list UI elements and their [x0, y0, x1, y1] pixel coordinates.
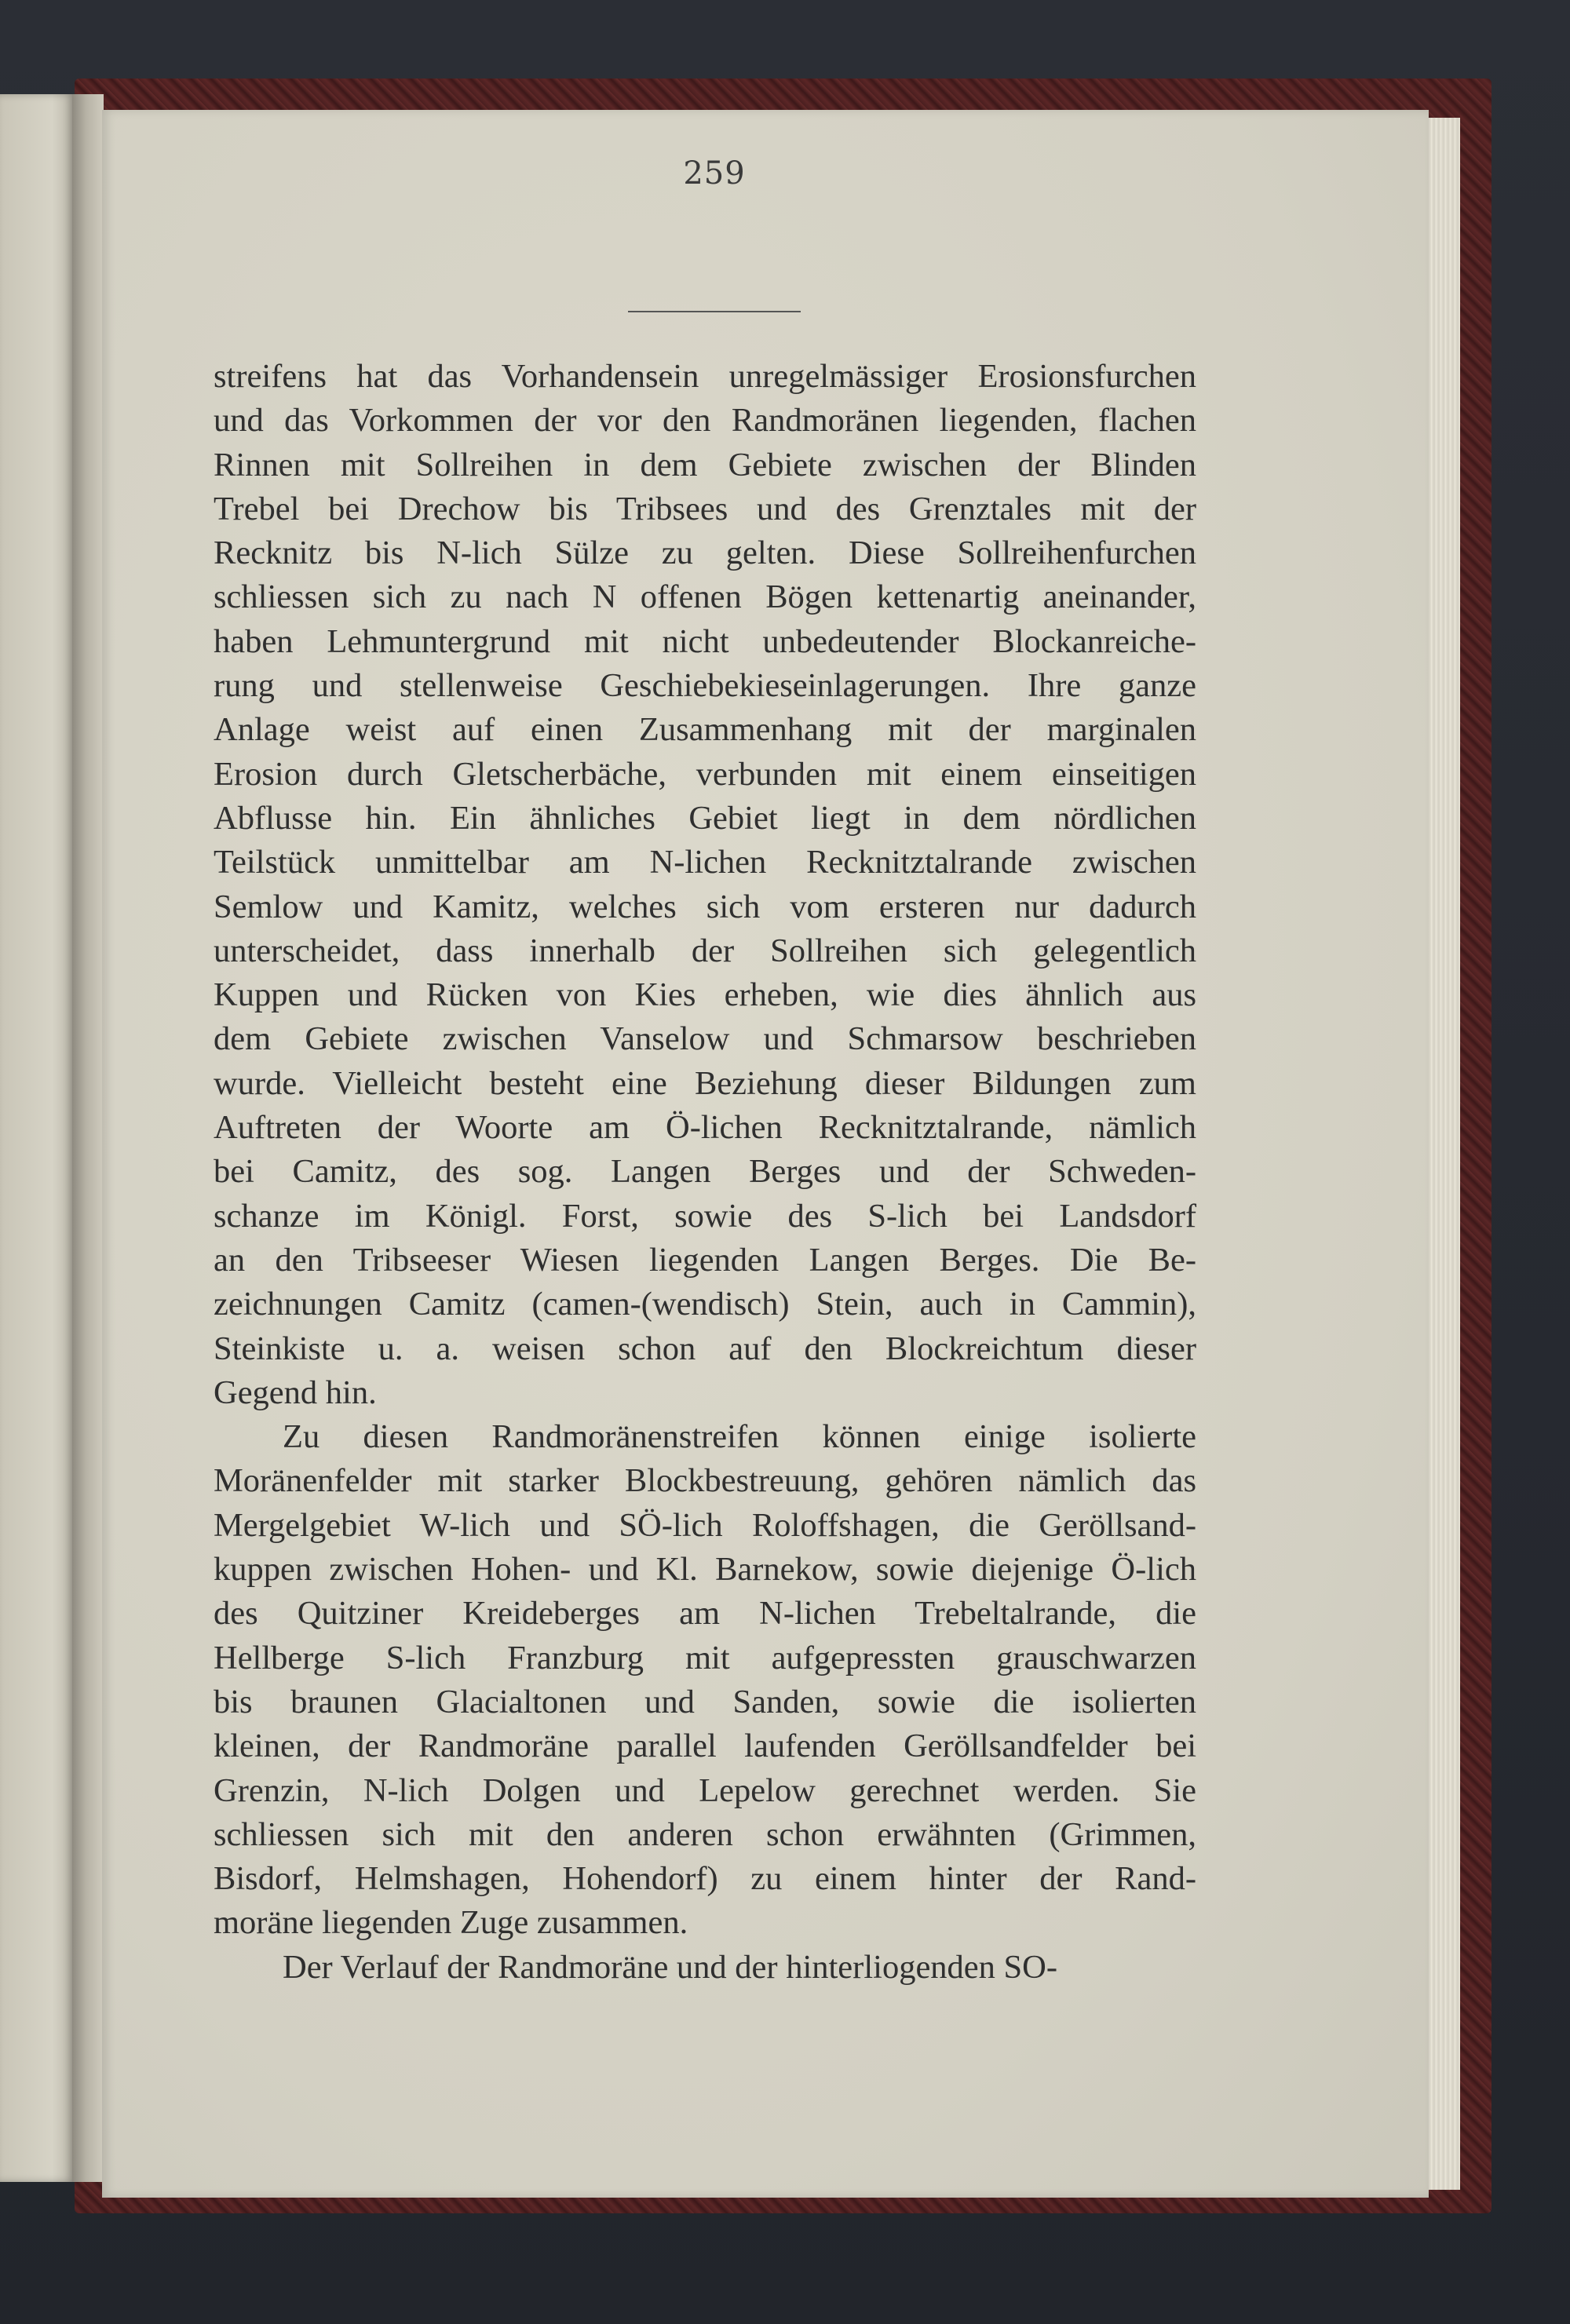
- text-line: des Quitziner Kreideberges am N-lichen Trebeltalrande, die: [214, 1595, 1196, 1633]
- text-line: und das Vorkommen der vor den Randmoränen liegenden, flachen: [214, 402, 1196, 440]
- text-line: Grenzin, N-lich Dolgen und Lepelow gerechnet werden. Sie: [214, 1771, 1196, 1809]
- text-line: zeichnungen Camitz (camen-(wendisch) Stein, auch in Cammin),: [214, 1286, 1196, 1323]
- text-line: Kuppen und Rücken von Kies erheben, wie dies ähnlich aus: [214, 976, 1196, 1014]
- text-line: kuppen zwischen Hohen- und Kl. Barnekow, sowie diejenige Ö-lich: [214, 1551, 1196, 1589]
- text-line: Trebel bei Drechow bis Tribsees und des Grenztales mit der: [214, 490, 1196, 527]
- text-line: Recknitz bis N-lich Sülze zu gelten. Diese Sollreihenfurchen: [214, 534, 1196, 572]
- text-line: bis braunen Glacialtonen und Sanden, sowie die isolierten: [214, 1683, 1196, 1720]
- text-line: Steinkiste u. a. weisen schon auf den Blockreichtum dieser: [214, 1330, 1196, 1367]
- text-line: wurde. Vielleicht besteht eine Beziehung dieser Bildungen zum: [214, 1064, 1196, 1102]
- text-line: Auftreten der Woorte am Ö-lichen Recknitztalrande, nämlich: [214, 1109, 1196, 1147]
- text-line: streifens hat das Vorhandensein unregelmässiger Erosionsfurchen: [214, 358, 1196, 395]
- text-line: schliessen sich mit den anderen schon erwähnten (Grimmen,: [214, 1815, 1196, 1853]
- text-line: unterscheidet, dass innerhalb der Sollreihen sich gelegentlich: [214, 932, 1196, 969]
- text-line: Gegend hin.: [214, 1374, 377, 1411]
- text-line: Der Verlauf der Randmoräne und der hinterliogenden SO-: [283, 1948, 1058, 1986]
- text-line: Mergelgebiet W-lich und SÖ-lich Roloffshagen, die Geröllsand-: [214, 1506, 1196, 1544]
- book-gutter: [72, 94, 104, 2182]
- text-line: Rinnen mit Sollreihen in dem Gebiete zwischen der Blinden: [214, 446, 1196, 483]
- body-text: [214, 355, 1196, 1990]
- text-line: Anlage weist auf einen Zusammenhang mit der marginalen: [214, 711, 1196, 749]
- text-line: Zu diesen Randmoränenstreifen können einige isolierte: [283, 1418, 1196, 1456]
- text-line: haben Lehmuntergrund mit nicht unbedeutender Blockanreiche-: [214, 622, 1196, 660]
- text-line: dem Gebiete zwischen Vanselow und Schmarsow beschrieben: [214, 1020, 1196, 1058]
- text-line: schanze im Königl. Forst, sowie des S-lich bei Landsdorf: [214, 1197, 1196, 1235]
- text-line: kleinen, der Randmoräne parallel laufenden Geröllsandfelder bei: [214, 1727, 1196, 1765]
- text-line: Semlow und Kamitz, welches sich vom ersteren nur dadurch: [214, 888, 1196, 925]
- text-line: Teilstück unmittelbar am N-lichen Recknitztalrande zwischen: [214, 844, 1196, 881]
- left-facing-page-edge: [0, 94, 75, 2182]
- text-line: schliessen sich zu nach N offenen Bögen kettenartig aneinander,: [214, 578, 1196, 616]
- text-line: an den Tribseeser Wiesen liegenden Langen Berges. Die Be-: [214, 1241, 1196, 1279]
- text-line: moräne liegenden Zuge zusammen.: [214, 1904, 688, 1942]
- text-line: Hellberge S-lich Franzburg mit aufgepressten grauschwarzen: [214, 1639, 1196, 1676]
- text-line: bei Camitz, des sog. Langen Berges und der Schweden-: [214, 1153, 1196, 1191]
- page-number: 259: [683, 155, 746, 192]
- header-rule: [628, 311, 801, 312]
- text-line: Bisdorf, Helmshagen, Hohendorf) zu einem hinter der Rand-: [214, 1860, 1196, 1898]
- text-line: Erosion durch Gletscherbäche, verbunden mit einem einseitigen: [214, 755, 1196, 793]
- text-line: Moränenfelder mit starker Blockbestreuung, gehören nämlich das: [214, 1462, 1196, 1500]
- text-line: Abflusse hin. Ein ähnliches Gebiet liegt in dem nördlichen: [214, 799, 1196, 837]
- text-line: rung und stellenweise Geschiebekieseinlagerungen. Ihre ganze: [214, 667, 1196, 705]
